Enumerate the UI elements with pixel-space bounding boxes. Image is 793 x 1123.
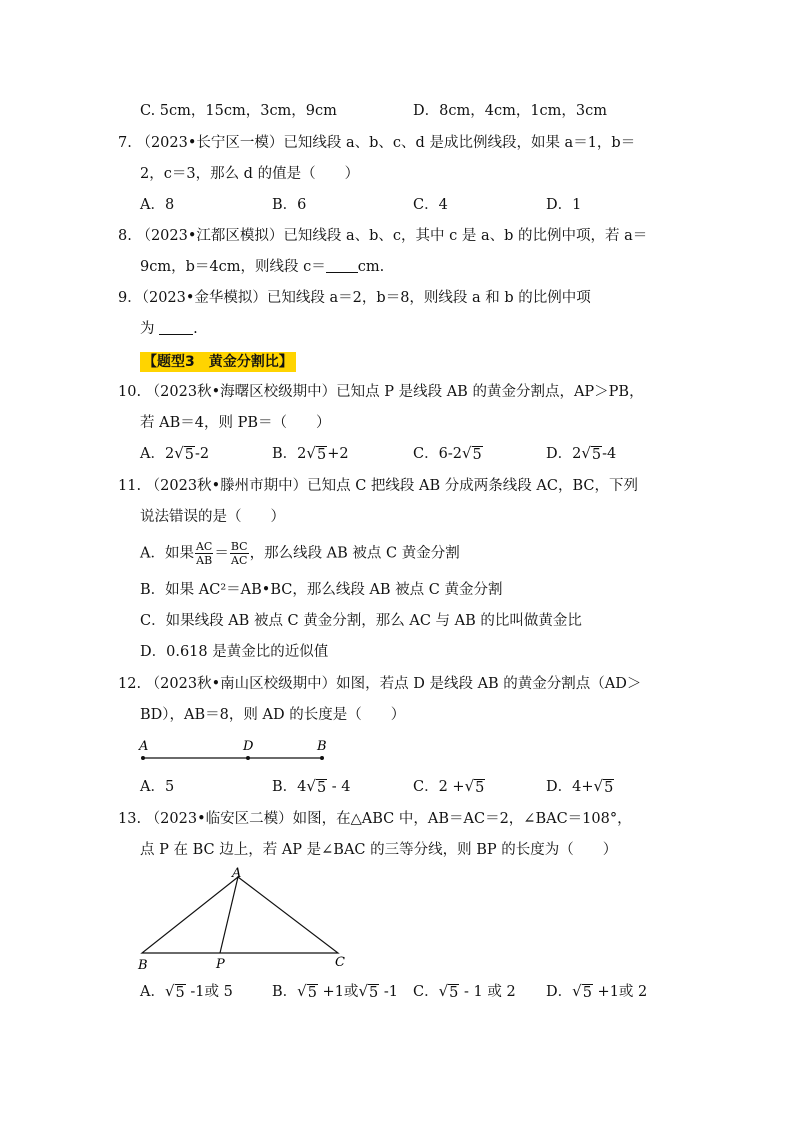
sqrt-symbol: √ 5 (297, 982, 317, 1001)
q13-option-b-middle: +1或 (317, 984, 359, 1000)
q9-stem-line2 (140, 319, 198, 339)
q13-option-d-suffix: +1或 2 (592, 984, 648, 1000)
q12-stem-line2: BD），AB＝8，则 AD 的长度是（ ） (140, 707, 406, 723)
sqrt-symbol: √ 5 (593, 777, 614, 796)
q8-stem-line1: 8. （2023•江都区模拟）已知线段 a、b、c，其中 c 是 a、b 的比例中项，若 a＝ (118, 228, 648, 244)
sqrt-symbol: √ 5 (306, 777, 327, 796)
radicand: 5 (369, 985, 379, 1001)
fraction-numerator: BC (230, 540, 248, 553)
q10-option-a (140, 444, 209, 464)
sqrt-symbol: √ 5 (581, 444, 602, 463)
radicand: 5 (449, 985, 459, 1001)
q13-stem-line1: 13. （2023•临安区二模）如图，在△ABC 中，AB＝AC＝2，∠BAC＝108°， (118, 811, 632, 827)
q10-option-d-suffix: -4 (602, 446, 617, 462)
fraction-bc-over-ac (230, 540, 249, 567)
radicand: 5 (591, 447, 602, 463)
q12-option-a: A．5 (140, 779, 175, 795)
q13-option-b (272, 982, 398, 1002)
fraction-denominator: AB (196, 554, 213, 567)
sqrt-symbol: √ 5 (461, 444, 482, 463)
q10-option-d (546, 444, 616, 464)
q10-option-a-prefix: A．2 (140, 446, 175, 462)
q7-stem-line1: 7. （2023•长宁区一模）已知线段 a、b、c、d 是成比例线段，如果 a＝1，b＝ (118, 135, 636, 151)
q10-option-d-prefix: D．2 (546, 446, 582, 462)
q13-option-c-prefix: C． (413, 984, 439, 1000)
q11-option-b: B．如果 AC²＝AB•BC，那么线段 AB 被点 C 黄金分割 (140, 582, 503, 598)
q10-stem-line1: 10. （2023秋•海曙区校级期中）已知点 P 是线段 AB 的黄金分割点，AP＞PB， (118, 384, 644, 400)
label-d: D (243, 739, 254, 754)
q11-stem-line2: 说法错误的是（ ） (140, 509, 285, 525)
radicand: 5 (582, 985, 592, 1001)
q11-option-a-prefix: A．如果 (140, 545, 194, 562)
q13-option-d (546, 982, 647, 1002)
label-a: A (139, 739, 149, 754)
sqrt-symbol: √ 5 (164, 982, 185, 1001)
radicand: 5 (316, 780, 327, 796)
q12-option-d (546, 777, 614, 797)
q12-option-d-prefix: D．4+ (546, 779, 594, 795)
q10-option-c (413, 444, 483, 464)
label-c: C (335, 955, 345, 970)
q12-option-c-prefix: C．2 + (413, 779, 465, 795)
q13-option-c (413, 982, 516, 1002)
q12-option-b-suffix: - 4 (327, 779, 351, 795)
label-b: B (138, 958, 148, 973)
sqrt-symbol: √ 5 (464, 777, 485, 796)
radicand: 5 (316, 447, 327, 463)
q13-option-a-prefix: A． (140, 984, 165, 1000)
q12-option-c (413, 777, 485, 797)
q7-option-c: C．4 (413, 197, 448, 213)
q11-option-a (140, 540, 460, 567)
q12-option-b (272, 777, 351, 797)
q6-option-d: D．8cm，4cm，1cm，3cm (413, 103, 608, 119)
q7-stem-line2: 2，c＝3，那么 d 的值是（ ） (140, 166, 360, 182)
q8-answer-blank (326, 258, 358, 273)
sqrt-symbol: √ 5 (438, 982, 459, 1001)
equals-sign: ＝ (214, 545, 229, 562)
q11-stem-line1: 11. （2023秋•滕州市期中）已知点 C 把线段 AB 分成两条线段 AC，BC，下列 (118, 478, 638, 494)
q13-triangle-figure (130, 865, 355, 975)
q8-text-before-blank: 9cm，b＝4cm，则线段 c＝ (140, 259, 326, 275)
q10-option-b (272, 444, 349, 464)
sqrt-symbol: √ 5 (358, 982, 379, 1001)
radicand: 5 (175, 985, 185, 1001)
q10-option-b-prefix: B．2 (272, 446, 307, 462)
fraction-numerator: AC (195, 540, 213, 553)
q10-stem-line2: 若 AB＝4，则 PB＝（ ） (140, 415, 331, 431)
triangle-abc (142, 877, 338, 953)
q11-option-c: C．如果线段 AB 被点 C 黄金分割，那么 AC 与 AB 的比叫做黄金比 (140, 613, 582, 629)
sqrt-symbol: √ 5 (572, 982, 592, 1001)
sqrt-symbol: √ 5 (174, 444, 194, 463)
q12-option-b-prefix: B．4 (272, 779, 307, 795)
q10-option-c-prefix: C．6-2 (413, 446, 462, 462)
q6-option-c: C. 5cm，15cm，3cm，9cm (140, 103, 337, 119)
label-a: A (232, 866, 242, 881)
fraction-ac-over-ab (195, 540, 213, 567)
q9-stem-line1: 9．（2023•金华模拟）已知线段 a＝2，b＝8，则线段 a 和 b 的比例中项 (118, 290, 591, 306)
q11-option-d: D．0.618 是黄金比的近似值 (140, 644, 329, 660)
q9-answer-blank (159, 320, 193, 335)
q13-option-b-prefix: B． (272, 984, 298, 1000)
section-heading-golden-ratio: 【题型3 黄金分割比】 (140, 352, 296, 372)
q13-option-b-suffix: -1 (379, 984, 398, 1000)
fraction-denominator: AC (231, 554, 248, 567)
q9-text-before-blank: 为 (140, 321, 160, 337)
sqrt-symbol: √ 5 (306, 444, 327, 463)
q13-option-a (140, 982, 233, 1002)
q13-option-c-suffix: - 1 或 2 (459, 984, 516, 1000)
radicand: 5 (604, 780, 614, 796)
q7-option-a: A．8 (140, 197, 175, 213)
q13-option-a-suffix: -1或 5 (185, 984, 233, 1000)
q10-option-b-suffix: +2 (327, 446, 349, 462)
label-b: B (317, 739, 327, 754)
q7-option-d: D．1 (546, 197, 582, 213)
point-d-dot (246, 756, 250, 760)
radicand: 5 (472, 447, 482, 463)
label-p: P (216, 957, 225, 972)
radicand: 5 (475, 780, 485, 796)
q10-option-a-suffix: -2 (195, 446, 210, 462)
q8-stem-line2 (140, 257, 384, 277)
q7-option-b: B．6 (272, 197, 307, 213)
radicand: 5 (184, 447, 194, 463)
q12-stem-line1: 12. （2023秋•南山区校级期中）如图，若点 D 是线段 AB 的黄金分割点（AD＞ (118, 676, 642, 692)
q8-unit: cm. (357, 259, 385, 275)
q9-period: . (193, 321, 198, 337)
q13-stem-line2: 点 P 在 BC 边上，若 AP 是∠BAC 的三等分线，则 BP 的长度为（ ） (140, 842, 618, 858)
radicand: 5 (307, 985, 317, 1001)
q12-segment-figure (135, 735, 335, 767)
point-a-dot (141, 756, 145, 760)
q13-option-d-prefix: D． (546, 984, 573, 1000)
point-b-dot (320, 756, 324, 760)
q11-option-a-suffix: ，那么线段 AB 被点 C 黄金分割 (249, 545, 460, 562)
